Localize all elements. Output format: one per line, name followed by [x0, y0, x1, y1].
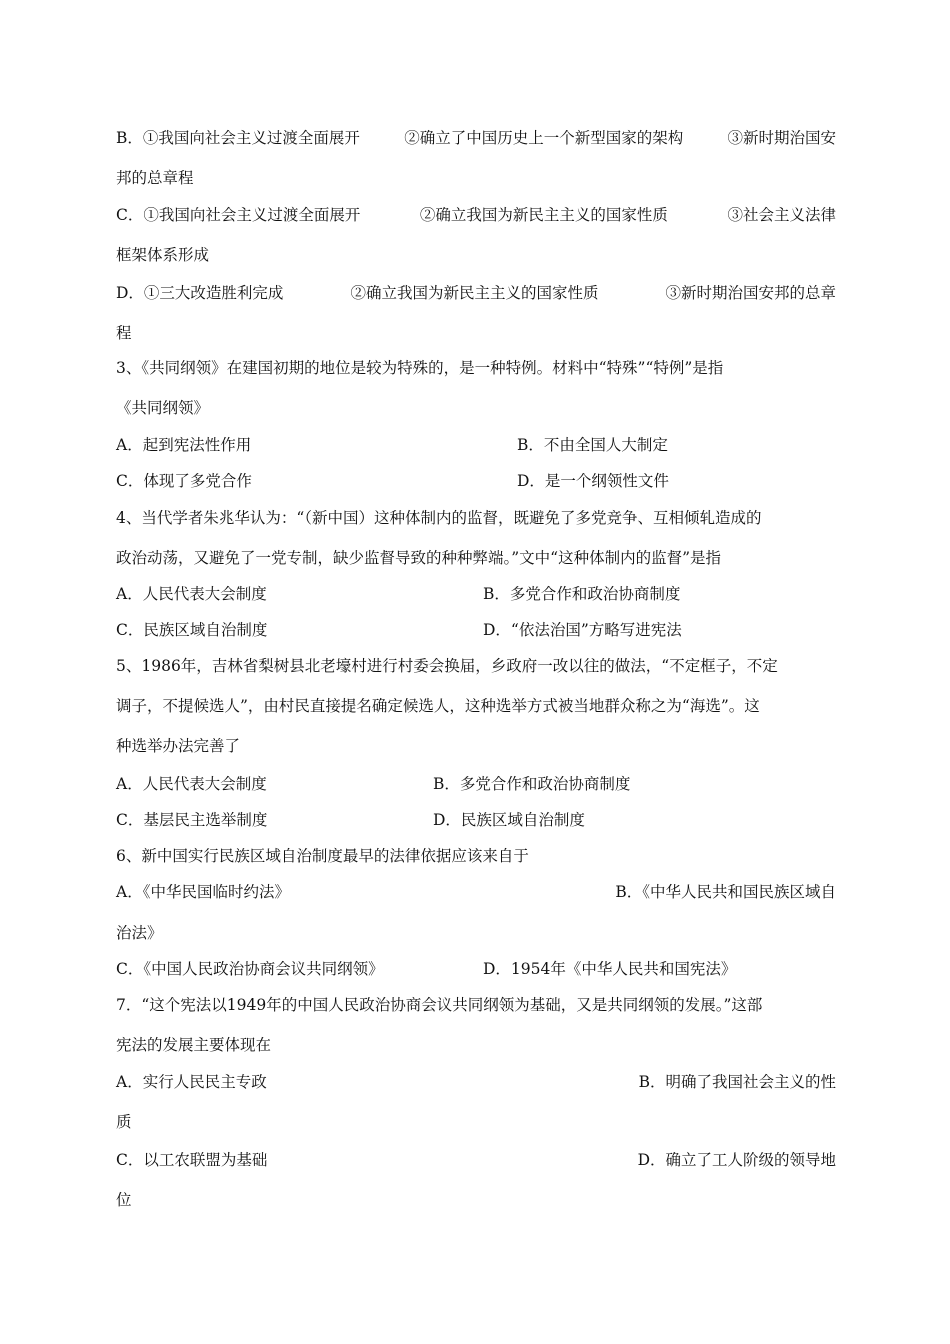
q3-option-c: C．体现了多党合作 — [116, 472, 252, 490]
q3-option-d: D．是一个纲领性文件 — [517, 472, 669, 490]
q7-stem-line2: 宪法的发展主要体现在 — [116, 1036, 272, 1054]
q4-option-a: A．人民代表大会制度 — [116, 585, 267, 603]
q7-option-b: B．明确了我国社会主义的性 — [638, 1073, 836, 1091]
q7-option-b-cont: 质 — [116, 1113, 132, 1131]
q2-option-d-cont: 程 — [116, 324, 132, 342]
q6-option-b: B．《中华人民共和国民族区域自 — [615, 883, 836, 901]
q3-option-b: B．不由全国人大制定 — [517, 436, 668, 454]
q2-option-b-cont: 邦的总章程 — [116, 169, 194, 187]
q2-d-part3: ③新时期治国安邦的总章 — [665, 284, 836, 302]
q4-stem-line1: 4、当代学者朱兆华认为：“（新中国）这种体制内的监督，既避免了多党竞争、互相倾轧造成的 — [116, 509, 762, 527]
q5-stem-line2: 调子，不提候选人”，由村民直接提名确定候选人，这种选举方式被当地群众称之为“海选”。这 — [116, 697, 760, 715]
q7-option-c: C．以工农联盟为基础 — [116, 1151, 268, 1169]
q2-b-part2: ②确立了中国历史上一个新型国家的架构 — [404, 129, 684, 147]
q6-option-c: C．《中国人民政治协商会议共同纲领》 — [116, 960, 384, 978]
q7-option-d: D．确立了工人阶级的领导地 — [637, 1151, 836, 1169]
q5-stem-line1: 5、1986年，吉林省梨树县北老壕村进行村委会换届，乡政府一改以往的做法，“不定框子，不定 — [116, 657, 778, 675]
q4-stem-line2: 政治动荡，又避免了一党专制，缺少监督导致的种种弊端。”文中“这种体制内的监督”是指 — [116, 549, 722, 567]
q2-c-part3: ③社会主义法律 — [727, 206, 836, 224]
q3-option-a: A．起到宪法性作用 — [116, 436, 252, 454]
q2-option-c-cont: 框架体系形成 — [116, 246, 210, 264]
q2-option-c — [116, 205, 836, 225]
q4-option-c: C．民族区域自治制度 — [116, 621, 268, 639]
q5-option-c: C．基层民主选举制度 — [116, 811, 268, 829]
q5-option-d: D．民族区域自治制度 — [433, 811, 585, 829]
q2-c-part1: C．①我国向社会主义过渡全面展开 — [116, 206, 361, 224]
q5-option-a: A．人民代表大会制度 — [116, 775, 267, 793]
q2-option-d — [116, 283, 836, 303]
q2-c-part2: ②确立我国为新民主主义的国家性质 — [419, 206, 668, 224]
q4-option-d: D．“依法治国”方略写进宪法 — [483, 621, 682, 639]
q2-d-part2: ②确立我国为新民主主义的国家性质 — [350, 284, 599, 302]
q6-option-a: A．《中华民国临时约法》 — [116, 883, 290, 901]
q7-option-d-cont: 位 — [116, 1191, 132, 1209]
q6-option-b-cont: 治法》 — [116, 924, 163, 942]
q2-b-part1: B．①我国向社会主义过渡全面展开 — [116, 129, 360, 147]
q2-b-part3: ③新时期治国安 — [727, 129, 836, 147]
q3-stem-line1: 3、《共同纲领》在建国初期的地位是较为特殊的，是一种特例。材料中“特殊”“特例”是指 — [116, 359, 724, 377]
q4-option-b: B．多党合作和政治协商制度 — [483, 585, 681, 603]
q2-option-b — [116, 128, 836, 148]
q7-option-a: A．实行人民民主专政 — [116, 1073, 267, 1091]
q2-d-part1: D．①三大改造胜利完成 — [116, 284, 284, 302]
q5-option-b: B．多党合作和政治协商制度 — [433, 775, 631, 793]
q6-option-d: D．1954年《中华人民共和国宪法》 — [483, 960, 737, 978]
q5-stem-line3: 种选举办法完善了 — [116, 737, 241, 755]
q6-stem: 6、新中国实行民族区域自治制度最早的法律依据应该来自于 — [116, 847, 529, 865]
q3-stem-line2: 《共同纲领》 — [116, 399, 210, 417]
q7-stem-line1: 7．“这个宪法以1949年的中国人民政治协商会议共同纲领为基础，又是共同纲领的发展。”这部 — [116, 996, 763, 1014]
